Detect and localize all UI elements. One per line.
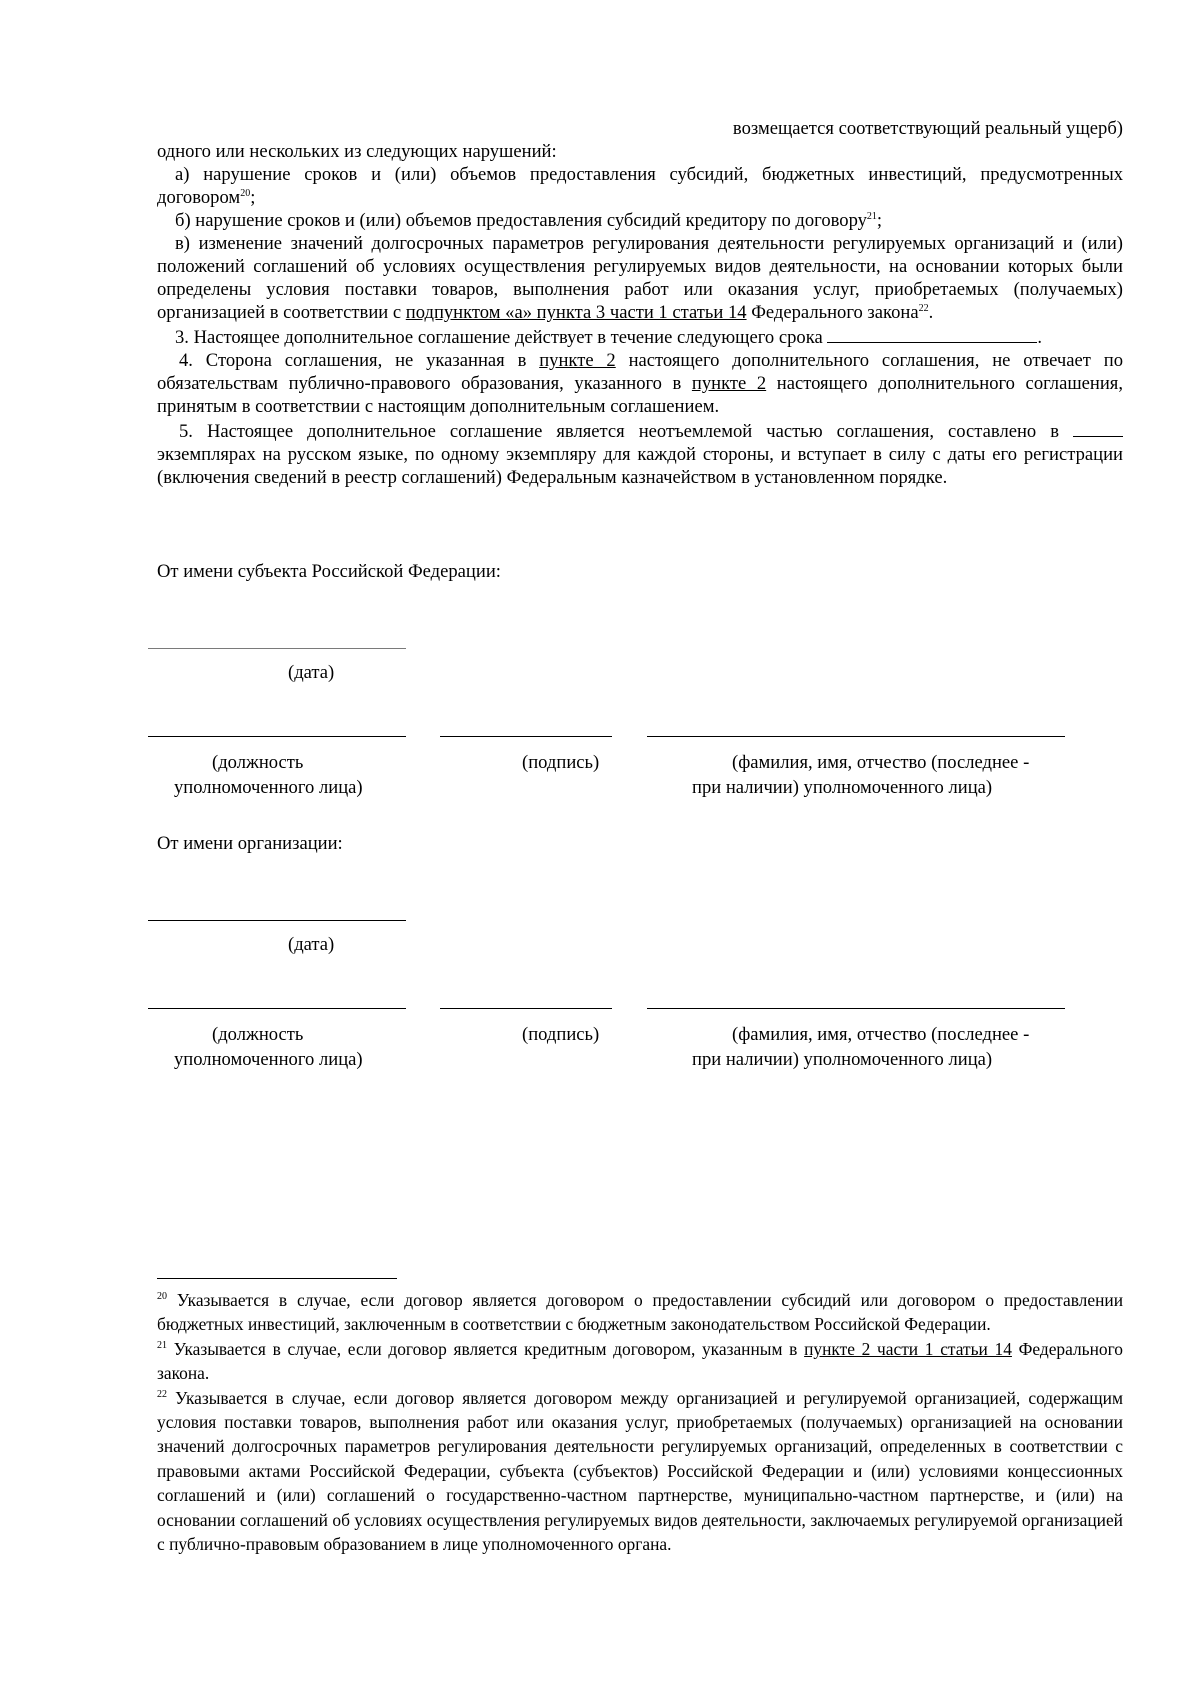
position-line-1[interactable] — [148, 736, 406, 737]
name-caption-1-l2: при наличии) уполномоченного лица) — [692, 777, 993, 798]
item-4 — [157, 349, 1123, 418]
continuation-line: возмещается соответствующий реальный ущерб) — [732, 118, 1123, 139]
link-point-2-a[interactable]: пункте 2 — [539, 350, 616, 371]
item-v-text2: Федерального закона — [746, 302, 919, 323]
footnote-21 — [157, 1337, 1123, 1386]
date-line-1[interactable] — [148, 648, 406, 649]
position-caption-1-l2: уполномоченного лица) — [174, 777, 363, 798]
item-b-text: б) нарушение сроков и (или) объемов предоставления субсидий кредитору по договору — [175, 210, 867, 231]
name-caption-2-l2: при наличии) уполномоченного лица) — [692, 1049, 993, 1070]
position-caption-2-l1: (должность — [212, 1024, 304, 1045]
item-a-tail: ; — [250, 187, 256, 208]
item-b — [157, 209, 1123, 232]
footnote-21-text2: Федерального закона. — [157, 1338, 1124, 1384]
name-caption-1 — [660, 750, 1080, 800]
link-subpoint-a[interactable]: подпунктом «а» пункта 3 части 1 статьи 14 — [405, 302, 747, 323]
name-caption-2 — [660, 1022, 1080, 1072]
footnote-ref-20[interactable]: 20 — [240, 187, 251, 199]
party-label-subject: От имени субъекта Российской Федерации: — [157, 561, 501, 582]
item-a — [157, 163, 1123, 209]
item-3-text: 3. Настоящее дополнительное соглашение действует в течение следующего срока — [175, 327, 828, 348]
footnote-ref-22[interactable]: 22 — [918, 302, 929, 314]
footnote-22-num: 22 — [157, 1388, 167, 1400]
date-line-2[interactable] — [148, 920, 406, 921]
footnote-ref-21[interactable]: 21 — [866, 210, 877, 222]
name-caption-2-l1: (фамилия, имя, отчество (последнее - — [732, 1024, 1030, 1045]
footnote-21-num: 21 — [157, 1340, 167, 1352]
footnotes — [157, 1288, 1123, 1556]
position-line-2[interactable] — [148, 1008, 406, 1009]
intro-paragraph: одного или нескольких из следующих нарушений: — [157, 141, 557, 162]
item-4-text2: настоящего дополнительного соглашения, не отвечает по обязательствам публично-правового образования, указанного в — [157, 350, 1123, 394]
footnote-21-text: Указывается в случае, если договор является кредитным договором, указанным в — [167, 1338, 805, 1359]
term-blank-field[interactable] — [827, 324, 1037, 343]
link-point-2-b[interactable]: пункте 2 — [691, 373, 767, 394]
name-caption-1-l1: (фамилия, имя, отчество (последнее - — [732, 752, 1030, 773]
item-v-text: в) изменение значений долгосрочных параметров регулирования деятельности регулируемых организаций и (или) положений соглашений об условиях осуществления регулируемых видов деятельности, на основании которых были определены условия поставки товаров, выполнения работ или оказания услуг, приобретаемых (получаемых) организацией в соответствии с — [157, 233, 1123, 323]
signature-caption-1: (подпись) — [522, 752, 600, 773]
position-caption-2-l2: уполномоченного лица) — [174, 1049, 363, 1070]
party-label-organization: От имени организации: — [157, 833, 343, 854]
name-line-2[interactable] — [647, 1008, 1065, 1009]
item-5-text1: 5. Настоящее дополнительное соглашение является неотъемлемой частью соглашения, составлено в — [179, 421, 1073, 442]
signature-caption-2: (подпись) — [522, 1024, 600, 1045]
footnote-separator — [157, 1278, 397, 1279]
footnote-20 — [157, 1288, 1123, 1337]
name-line-1[interactable] — [647, 736, 1065, 737]
signature-line-1[interactable] — [440, 736, 612, 737]
copies-blank-field[interactable] — [1073, 418, 1123, 437]
footnote-22-text: Указывается в случае, если договор является договором между организацией и регулируемой организацией, содержащим условия поставки товаров, выполнения работ или оказания услуг, приобретаемых (получаемых) организацией на основании значений долгосрочных параметров регулирования деятельности регулируемых организаций, определенных в соответствии с правовыми актами Российской Федерации, субъекта (субъектов) Российской Федерации и (или) условиями концессионных соглашений и (или) соглашений о государственно-частном партнерстве, муниципально-частном партнерстве, и (или) на основании соглашений об условиях осуществления регулируемых видов деятельности, заключаемых регулируемой организацией с публично-правовым образованием в лице уполномоченного органа. — [157, 1387, 1123, 1555]
position-caption-2 — [148, 1022, 428, 1072]
item-v-tail: . — [928, 302, 934, 323]
item-3-tail: . — [1037, 327, 1042, 348]
item-v — [157, 232, 1123, 324]
footnote-21-link[interactable]: пункте 2 части 1 статьи 14 — [804, 1338, 1012, 1359]
date-caption-2: (дата) — [288, 934, 335, 955]
position-caption-1-l1: (должность — [212, 752, 304, 773]
item-b-tail: ; — [876, 210, 883, 231]
footnote-20-num: 20 — [157, 1291, 167, 1303]
footnote-20-text: Указывается в случае, если договор является договором о предоставлении субсидий или договором о предоставлении бюджетных инвестиций, заключенным в соответствии с бюджетным законодательством Российской Федерации. — [157, 1290, 1123, 1335]
item-5 — [157, 418, 1123, 489]
item-4-text3: настоящего дополнительного соглашения, принятым в соответствии с настоящим дополнительным соглашением. — [157, 373, 1123, 417]
main-text — [157, 140, 1123, 489]
item-5-text2: экземплярах на русском языке, по одному экземпляру для каждой стороны, и вступает в силу с даты его регистрации (включения сведений в реестр соглашений) Федеральным казначейством в установленном порядке. — [157, 444, 1123, 488]
footnote-22 — [157, 1386, 1123, 1557]
position-caption-1 — [148, 750, 428, 800]
signature-line-2[interactable] — [440, 1008, 612, 1009]
item-a-text: а) нарушение сроков и (или) объемов предоставления субсидий, бюджетных инвестиций, предусмотренных договором — [157, 164, 1123, 208]
item-4-text1: 4. Сторона соглашения, не указанная в — [179, 350, 540, 371]
item-3 — [157, 324, 1123, 349]
date-caption-1: (дата) — [288, 662, 335, 683]
